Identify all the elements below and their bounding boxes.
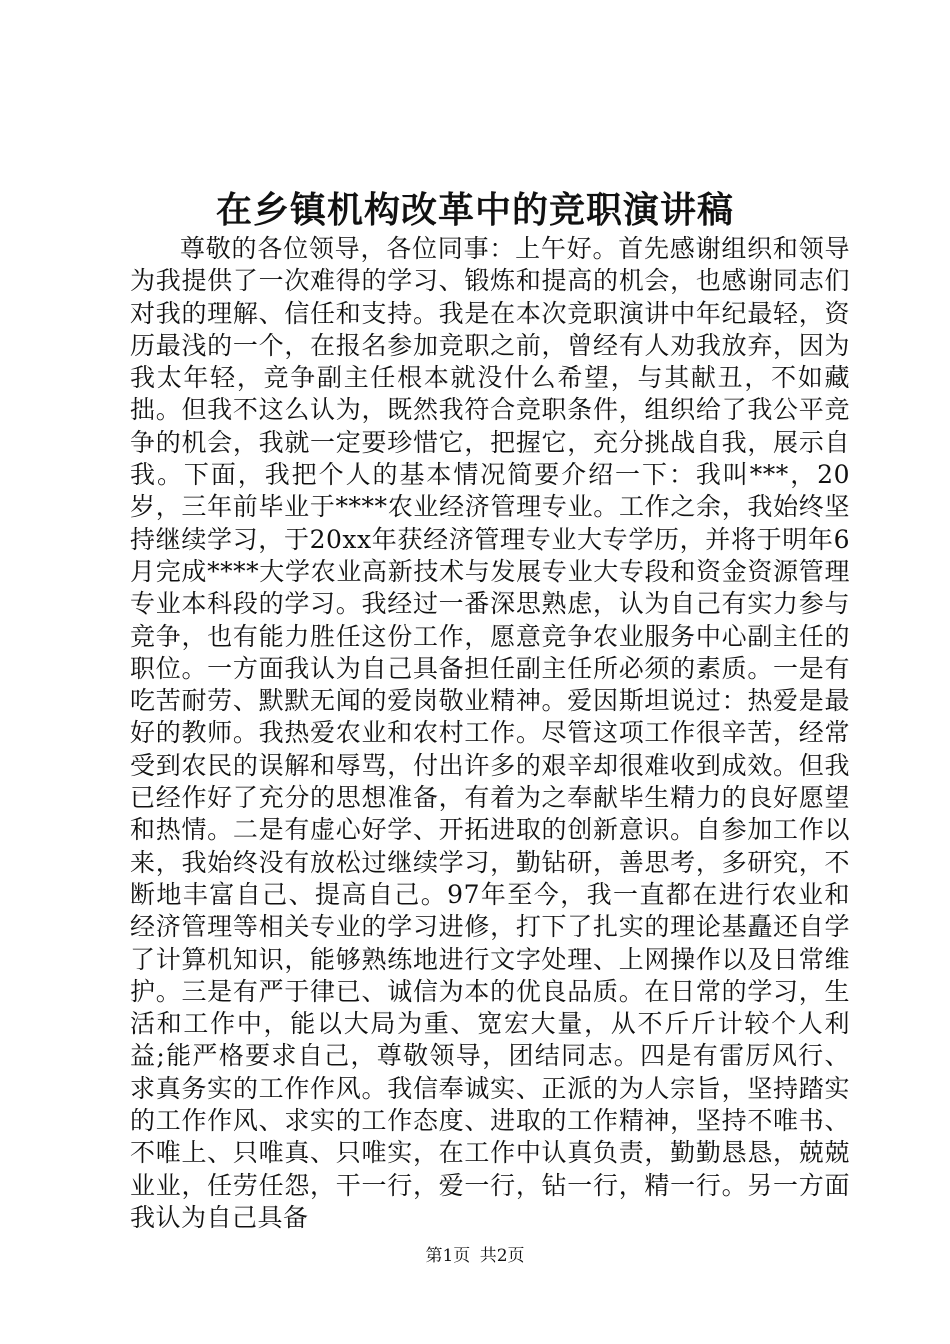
document-body: 尊敬的各位领导，各位同事：上午好。首先感谢组织和领导为我提供了一次难得的学习、锻炼和提高的机会，也感谢同志们对我的理解、信任和支持。我是在本次竞职演讲中年纪最轻，资历最浅的一个，在报名参加竞职之前，曾经有人劝我放弃，因为我太年轻，竞争副主任根本就没什么希望，与其献丑，不如藏拙。但我不这么认为，既然我符合竞职条件，组织给了我公平竞争的机会，我就一定要珍惜它，把握它，充分挑战自我，展示自我。下面，我把个人的基本情况简要介绍一下：我叫***，20岁，三年前毕业于****农业经济管理专业。工作之余，我始终坚持继续学习，于20xx年获经济管理专业大专学历，并将于明年6月完成****大学农业高新技术与发展专业大专段和资金资源管理专业本科段的学习。我经过一番深思熟虑，认为自己有实力参与竞争，也有能力胜任这份工作，愿意竞争农业服务中心副主任的职位。一方面我认为自己具备担任副主任所必须的素质。一是有吃苦耐劳、默默无闻的爱岗敬业精神。爱因斯坦说过：热爱是最好的教师。我热爱农业和农村工作。尽管这项工作很辛苦，经常受到农民的误解和辱骂，付出许多的艰辛却很难收到成效。但我已经作好了充分的思想准备，有着为之奉献毕生精力的良好愿望和热情。二是有虚心好学、开拓进取的创新意识。自参加工作以来，我始终没有放松过继续学习，勤钻研，善思考，多研究，不断地丰富自己、提高自己。97年至今，我一直都在进行农业和经济管理等相关专业的学习进修，打下了扎实的理论基矗还自学了计算机知识，能够熟练地进行文字处理、上网操作以及日常维护。三是有严于律已、诚信为本的优良品质。在日常的学习，生活和工作中，能以大局为重、宽宏大量，从不斤斤计较个人利益;能严格要求自己，尊敬领导，团结同志。四是有雷厉风行、求真务实的工作作风。我信奉诚实、正派的为人宗旨，坚持踏实的工作作风、求实的工作态度、进取的工作精神，坚持不唯书、不唯上、只唯真、只唯实，在工作中认真负责，勤勤恳恳，兢兢业业，任劳任怨，干一行，爱一行，钻一行，精一行。另一方面我认为自己具备 — [130, 234, 850, 1232]
page-number: 第1页 — [425, 1246, 471, 1266]
document-title: 在乡镇机构改革中的竞职演讲稿 — [215, 189, 734, 231]
page-footer — [0, 1244, 950, 1268]
page-total: 共2页 — [479, 1246, 525, 1266]
